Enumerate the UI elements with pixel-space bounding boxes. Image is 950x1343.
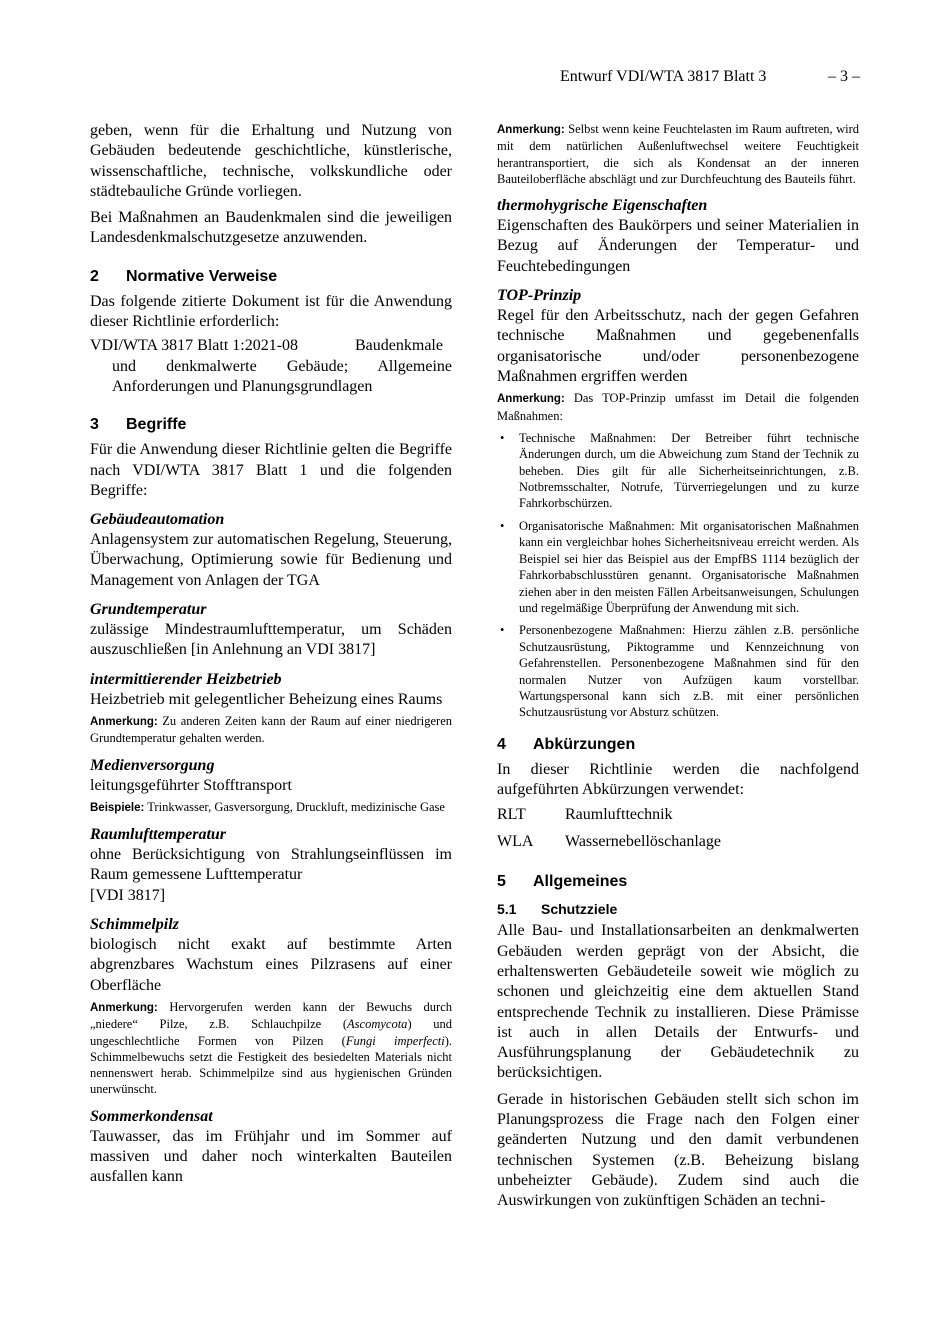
page-number: – 3 – — [828, 68, 860, 85]
term-definition: biologisch nicht exakt auf bestimmte Arten abgrenzbares Wachstum eines Pilzrasens auf einer Oberfläche — [90, 936, 452, 994]
term-title: TOP-Prinzip — [497, 287, 582, 305]
term-note — [90, 799, 452, 816]
bullet-icon: • — [500, 518, 505, 533]
reference-id: VDI/WTA 3817 Blatt 1:2021-08 — [90, 337, 299, 355]
term-source: [VDI 3817] — [90, 886, 166, 904]
note-text-italic: Ascomycota — [347, 1017, 408, 1032]
subsection-heading — [497, 900, 859, 918]
term-title: thermohygrische Eigenschaften — [497, 197, 708, 215]
term-definition: ohne Berücksichtigung von Strahlungseinflüssen im Raum gemessene Lufttemperatur — [90, 846, 452, 884]
document-title: Entwurf VDI/WTA 3817 Blatt 3 — [560, 68, 767, 85]
note-text: Zu anderen Zeiten kann der Raum auf einer niedrigeren Grundtemperatur gehalten werden. — [90, 713, 452, 746]
note-text: ) und ungeschlechtliche Formen von Pilzen ( — [90, 1017, 453, 1048]
term-title: Medienversorgung — [90, 756, 215, 774]
note-label: Anmerkung: — [497, 124, 565, 136]
bullet-icon: • — [500, 430, 505, 445]
note-label: Anmerkung: — [497, 393, 565, 406]
bullet-list — [497, 430, 859, 721]
section-number: 5 — [497, 873, 506, 891]
section-title: Allgemeines — [533, 873, 628, 891]
section-title: Begriffe — [126, 416, 187, 434]
intro-paragraph: Bei Maßnahmen an Baudenkmalen sind die jeweiligen Landesdenkmalschutzgesetze anzuwenden. — [90, 209, 452, 247]
list-item-text: Organisatorische Maßnahmen: Mit organisatorischen Maßnahmen kann ein vergleichbar hohes Sicherheitsniveau erreicht werden. Als Beispiel sei hier das Beispiel aus der EmpfBS 1114 bezüglich der Fahrkorbabschlusstüren genannt. Organisatorische Maßnahmen ziehen aber in den meisten Fällen Arbeitsanweisungen, Schulungen und regelmäßige Überprüfung der Anwendung mit sich. — [519, 518, 859, 615]
section-text: Alle Bau- und Installationsarbeiten an denkmalwerten Gebäuden werden geprägt von der Absicht, die erhaltenswerten Gebäudeteile soweit wie möglich zu schonen und gleichzeitig eine dem aktuellen Stand entsprechende Technik zu installieren. Diese Prämisse ist auch in allen Details der Entwurfs- und Ausführungsplanung der Gebäudetechnik zu berücksichtigen. — [497, 922, 859, 1082]
section-heading — [90, 267, 452, 287]
section-text: Gerade in historischen Gebäuden stellt sich schon im Planungsprozess die Frage nach den Folgen einer geänderten Nutzung und den damit verbundenen technischen Systemen (z.B. Beheizung bislang unbeheizter Gebäude). Zudem sind auch die Auswirkungen von zukünftigen Schäden an techni- — [497, 1090, 859, 1210]
list-item — [497, 430, 859, 512]
intro-paragraph: geben, wenn für die Erhaltung und Nutzung von Gebäuden bedeutende geschichtliche, künstlerische, wissenschaftliche, technische, volkskundliche oder städtebauliche Gründe vorliegen. — [90, 122, 452, 200]
normative-reference — [90, 336, 452, 397]
section-number: 3 — [90, 416, 99, 434]
list-item — [497, 518, 859, 616]
section-heading — [497, 872, 859, 892]
note-text: Selbst wenn keine Feuchtelasten im Raum auftreten, wird mit dem natürlichen Außenluftwechsel weitere Feuchtigkeit herantransportiert, die sich als Kondensat an der inneren Bauteiloberfläche abschlägt und zur Durchfeuchtung des Bauteils führt. — [497, 122, 860, 186]
bullet-icon: • — [500, 623, 505, 638]
note-text: ). Schimmelbewuchs setzt die Festigkeit des besiedelten Materials nicht nennenswert herab. Schimmelpilze sind aus hygienischen Gründen unerwünscht. — [90, 1033, 452, 1097]
list-item-text: Technische Maßnahmen: Der Betreiber führt technische Änderungen durch, um die Abweichung zum Stand der Technik zu beheben. Dies gilt für alle Sicherheitseinrichtungen, z.B. Notbremsschalter, Notrufe, Türverriegelungen und zu kurze Fahrkorbschürzen. — [519, 430, 859, 511]
abbreviation-key: WLA — [497, 833, 534, 851]
term-note — [90, 999, 452, 1098]
section-text: In dieser Richtlinie werden die nachfolgend aufgeführten Abkürzungen verwendet: — [497, 760, 859, 799]
term-title: Raumlufttemperatur — [90, 826, 227, 844]
abbreviation-key: RLT — [497, 806, 526, 824]
term-definition: Regel für den Arbeitsschutz, nach der gegen Gefahren technische Maßnahmen und gegebenenfalls organisatorische und/oder personenbezogene Maßnahmen ergriffen werden — [497, 307, 859, 385]
term-definition: Heizbetrieb mit gelegentlicher Beheizung eines Raums — [90, 690, 443, 708]
note-text: Trinkwasser, Gasversorgung, Druckluft, medizinische Gase — [147, 799, 445, 814]
term-title: intermittierender Heizbetrieb — [90, 670, 282, 688]
note-label: Anmerkung: — [90, 715, 158, 728]
section-text: Das folgende zitierte Dokument ist für die Anwendung dieser Richtlinie erforderlich: — [90, 292, 452, 331]
list-item-text: Personenbezogene Maßnahmen: Hierzu zählen z.B. persönliche Schutzausrüstung, Piktogramme und Kennzeichnung von Gefahrenstellen. Personenbezogene Maßnahmen sind für den normalen Nutzer von Aufzügen kaum vorstellbar. Wartungspersonal kann sich z.B. mit einer persönlichen Schutzausrüstung vor Absturz schützen. — [519, 623, 859, 720]
term-note — [90, 713, 452, 747]
abbreviation-row — [497, 802, 859, 827]
abbreviation-value: Raumlufttechnik — [565, 806, 673, 824]
note-text: Hervorgerufen werden kann der Bewuchs durch „niedere“ Pilze, z.B. Schlauchpilze ( — [90, 999, 453, 1032]
section-title: Normative Verweise — [126, 267, 278, 285]
reference-title: Baudenkmale und denkmalwerte Gebäude; Allgemeine Anforderungen und Planungsgrundlagen — [112, 337, 452, 395]
term-title: Schimmelpilz — [90, 916, 179, 934]
note-label: Beispiele: — [90, 801, 145, 814]
note-text-italic: Fungi imperfecti — [345, 1033, 445, 1048]
subsection-title: Schutzziele — [541, 901, 618, 918]
term-definition: Anlagensystem zur automatischen Regelung, Steuerung, Überwachung, Optimierung sowie für Bedienung und Management von Anlagen der TGA — [90, 531, 452, 589]
list-item — [497, 622, 859, 720]
section-number: 2 — [90, 267, 99, 285]
term-title: Sommerkondensat — [90, 1107, 213, 1125]
section-text: Für die Anwendung dieser Richtlinie gelten die Begriffe nach VDI/WTA 3817 Blatt 1 und die folgenden Begriffe: — [90, 441, 452, 499]
subsection-number: 5.1 — [497, 901, 517, 918]
term-definition: leitungsgeführter Stofftransport — [90, 776, 292, 794]
section-title: Abkürzungen — [533, 735, 636, 753]
term-definition: Tauwasser, das im Frühjahr und im Sommer auf massiven und daher noch winterkalten Bauteilen ausfallen kann — [90, 1127, 452, 1186]
term-definition: zulässige Mindestraumlufttemperatur, um Schäden auszuschließen [in Anlehnung an VDI 3817] — [90, 621, 452, 659]
note-label: Anmerkung: — [90, 1001, 158, 1014]
section-heading — [497, 735, 859, 755]
abbreviation-value: Wassernebellöschanlage — [565, 833, 721, 851]
term-title: Grundtemperatur — [90, 601, 207, 619]
abbreviation-row — [497, 829, 859, 854]
term-definition: Eigenschaften des Baukörpers und seiner Materialien in Bezug auf Änderungen der Temperatur- und Feuchtebedingungen — [497, 217, 859, 275]
term-title: Gebäudeautomation — [90, 511, 225, 529]
section-number: 4 — [497, 735, 506, 753]
section-heading — [90, 415, 452, 435]
term-note — [497, 390, 859, 424]
right-column — [497, 121, 859, 1212]
note-text: Das TOP-Prinzip umfasst im Detail die folgenden Maßnahmen: — [497, 391, 860, 423]
term-note — [497, 121, 859, 187]
left-column — [90, 121, 452, 1188]
